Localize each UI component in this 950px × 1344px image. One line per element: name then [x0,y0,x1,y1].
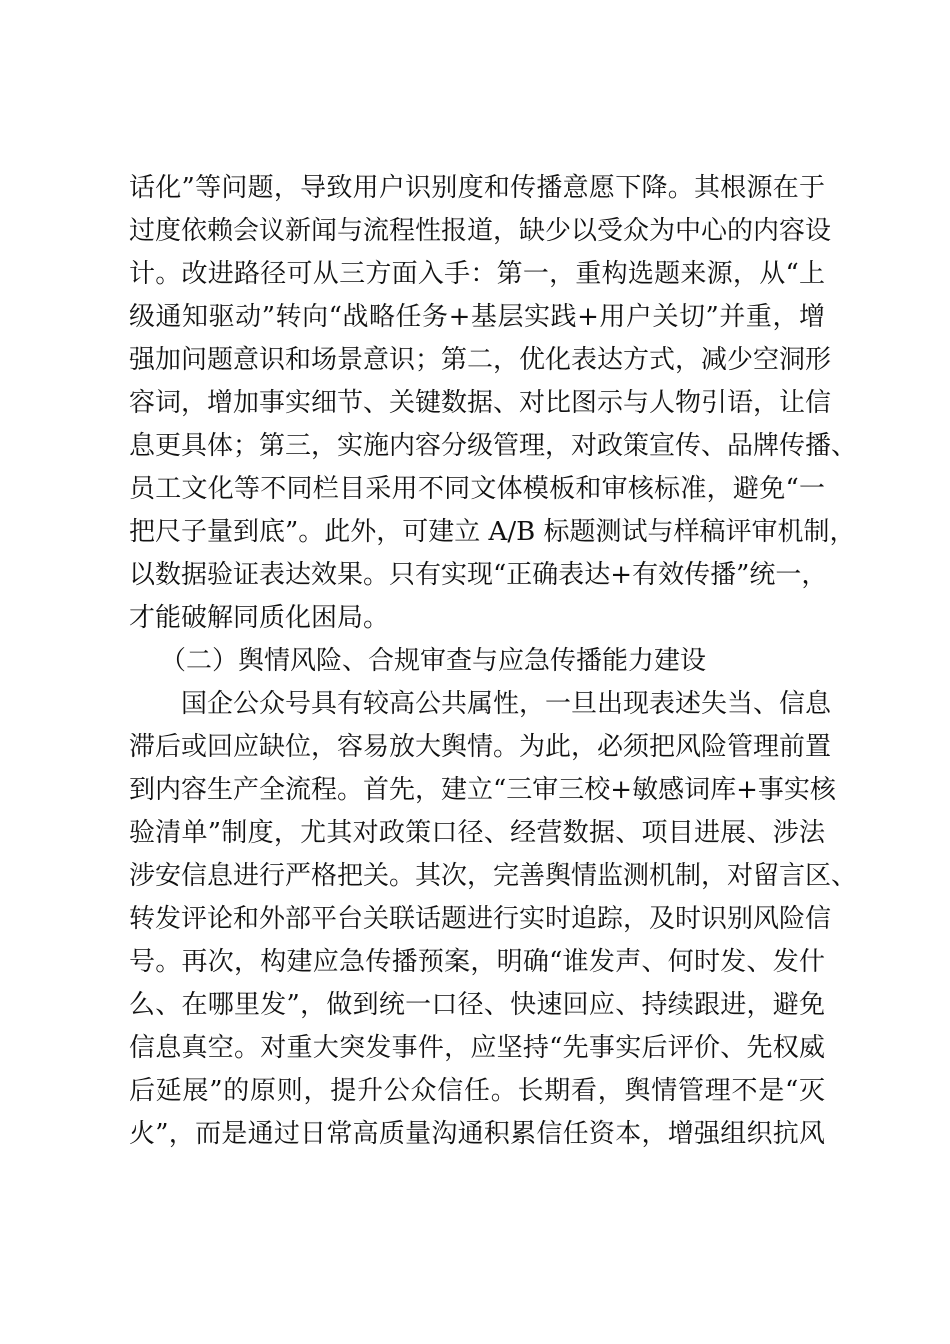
body-text-line: 级通知驱动”转向“战略任务+基层实践+用户关切”并重，增 [129,302,825,332]
body-text-line: 容词，增加事实细节、关键数据、对比图示与人物引语，让信 [129,388,832,418]
body-text-line: 后延展”的原则，提升公众信任。长期看，舆情管理不是“灭 [129,1076,825,1106]
body-text-line: 火”，而是通过日常高质量沟通积累信任资本，增强组织抗风 [129,1119,825,1149]
body-text-line: 滞后或回应缺位，容易放大舆情。为此，必须把风险管理前置 [129,732,832,762]
body-text-line: 员工文化等不同栏目采用不同文体模板和审核标准，避免“一 [129,474,825,504]
body-text-line: 验清单”制度，尤其对政策口径、经营数据、项目进展、涉法 [129,818,825,848]
body-text-line: 涉安信息进行严格把关。其次，完善舆情监测机制，对留言区、 [129,861,858,891]
body-text-line: 过度依赖会议新闻与流程性报道，缺少以受众为中心的内容设 [129,216,832,246]
body-text-line: 到内容生产全流程。首先，建立“三审三校+敏感词库+事实核 [129,775,836,805]
body-text-line: 才能破解同质化困局。 [129,603,390,633]
body-text-line: 以数据验证表达效果。只有实现“正确表达+有效传播”统一， [129,560,828,590]
paragraph-first-line: 国企公众号具有较高公共属性，一旦出现表述失当、信息 [181,689,832,719]
body-text-line: 强加问题意识和场景意识；第二，优化表达方式，减少空洞形 [129,345,832,375]
body-text-line: 信息真空。对重大突发事件，应坚持“先事实后评价、先权威 [129,1033,825,1063]
body-text-line: 转发评论和外部平台关联话题进行实时追踪，及时识别风险信 [129,904,832,934]
body-text-line: 么、在哪里发”，做到统一口径、快速回应、持续跟进，避免 [129,990,825,1020]
body-text-line: 息更具体；第三，实施内容分级管理，对政策宣传、品牌传播、 [129,431,858,461]
body-text-line: 计。改进路径可从三方面入手：第一，重构选题来源，从“上 [129,259,825,289]
body-text-line: 把尺子量到底”。此外，可建立 A/B 标题测试与样稿评审机制， [129,517,856,547]
body-text-line: 话化”等问题，导致用户识别度和传播意愿下降。其根源在于 [129,173,825,203]
body-text-line: 号。再次，构建应急传播预案，明确“谁发声、何时发、发什 [129,947,825,977]
section-heading: （二）舆情风险、合规审查与应急传播能力建设 [160,646,707,676]
